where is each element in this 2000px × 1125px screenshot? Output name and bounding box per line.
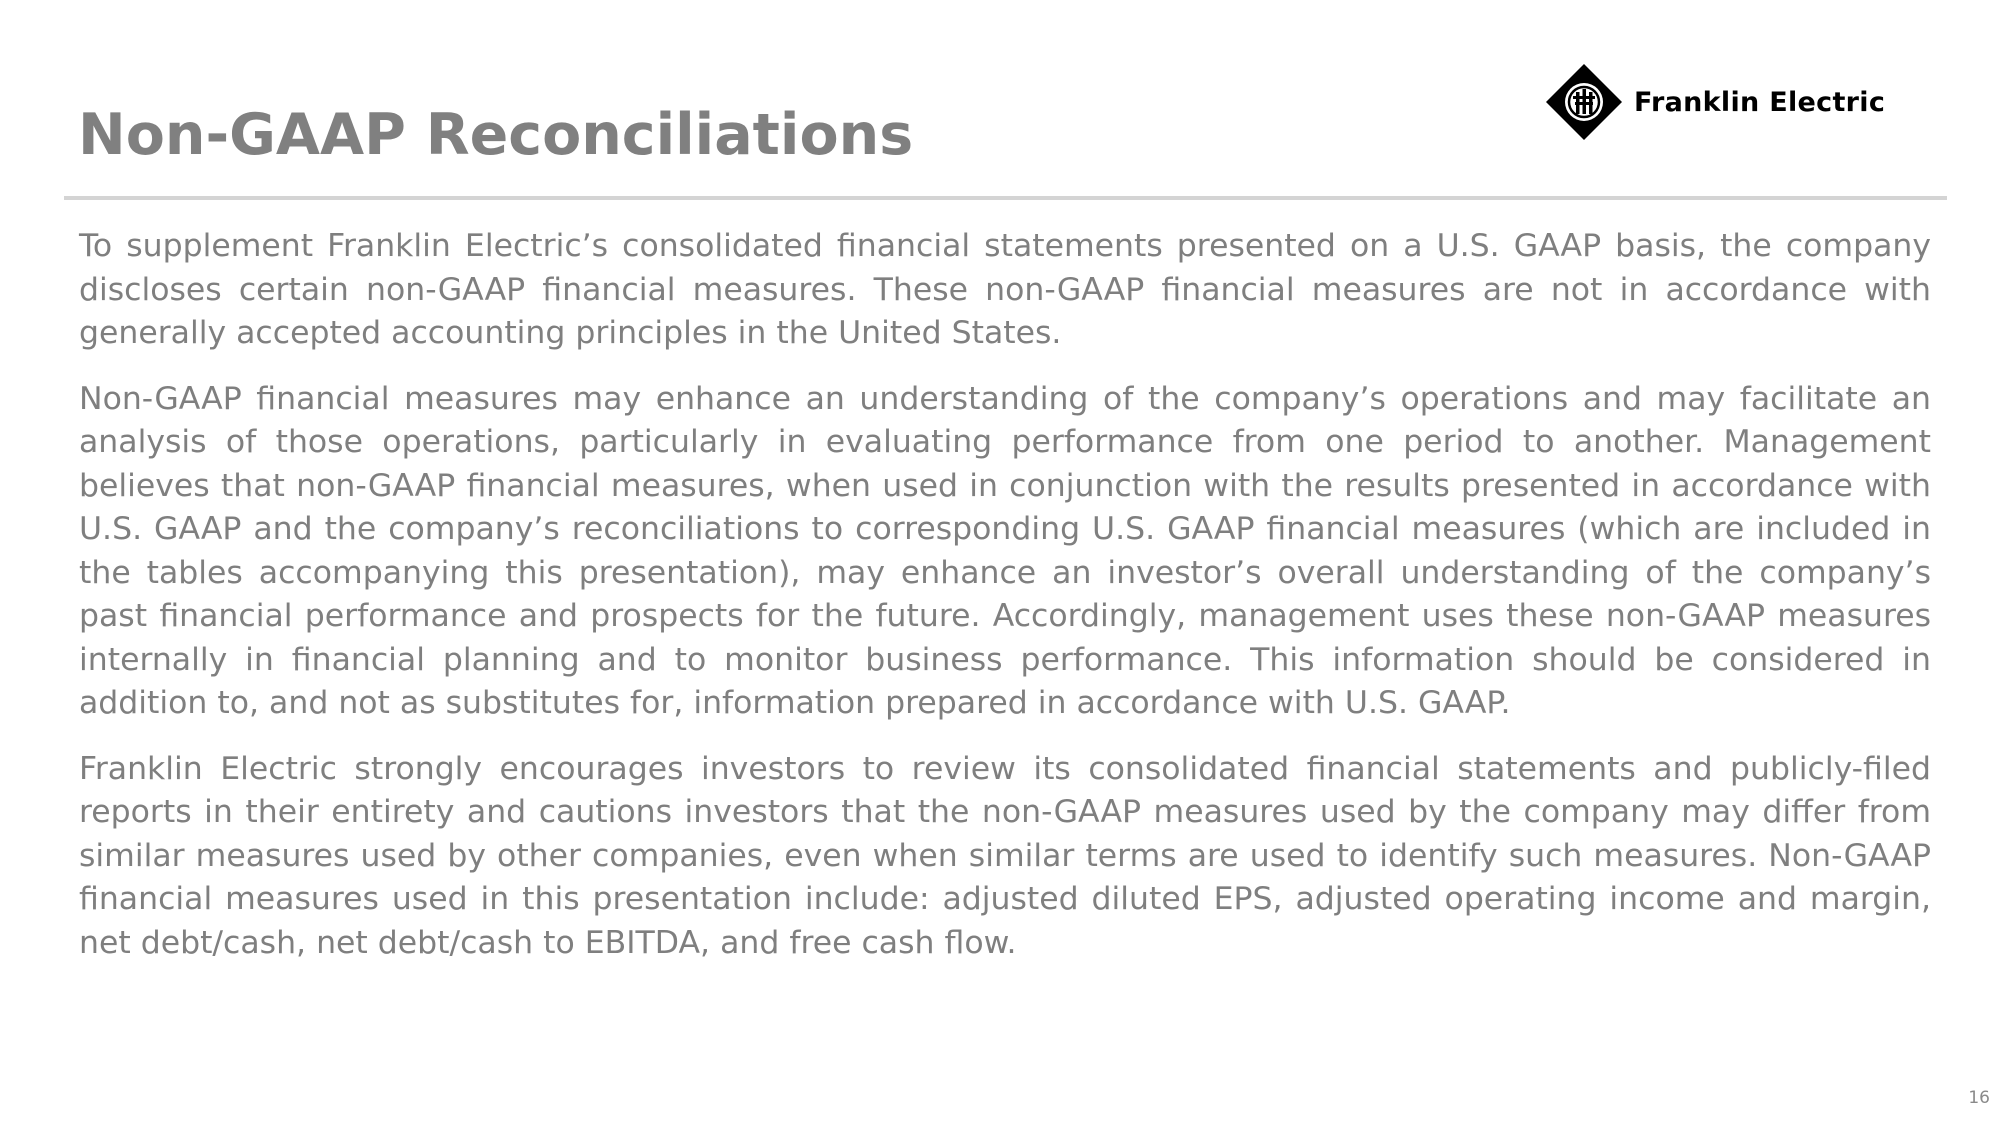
page-number: 16	[1968, 1088, 1990, 1108]
paragraph-rationale: Non-GAAP financial measures may enhance an understanding of the company’s operations and may facilitate an analysis of those operations, particularly in evaluating performance from one period to another. Management believes that non-GAAP financial measures, when used in conjunction with the results presented in accordance with U.S. GAAP and the company’s reconciliations to corresponding U.S. GAAP financial measures (which are included in the tables accompanying this presentation), may enhance an investor’s overall understanding of the company’s past financial performance and prospects for the future. Accordingly, management uses these non-GAAP measures internally in financial planning and to monitor business performance. This information should be considered in addition to, and not as substitutes for, information prepared in accordance with U.S. GAAP.	[79, 380, 1931, 721]
slide-title: Non-GAAP Reconciliations	[78, 102, 914, 168]
body-text	[79, 225, 1931, 987]
logo-wordmark: Franklin Electric	[1634, 86, 1886, 118]
paragraph-intro: To supplement Franklin Electric’s consolidated financial statements presented on a U.S. GAAP basis, the company discloses certain non-GAAP financial measures. These non-GAAP financial measures are not in accordance with generally accepted accounting principles in the United States.	[79, 228, 1931, 351]
franklin-electric-logo	[1544, 62, 1885, 142]
franklin-electric-diamond-icon	[1544, 62, 1624, 142]
title-divider	[64, 196, 1947, 200]
paragraph-caution: Franklin Electric strongly encourages investors to review its consolidated financial statements and publicly-filed reports in their entirety and cautions investors that the non-GAAP measures used by the company may differ from similar measures used by other companies, even when similar terms are used to identify such measures. Non-GAAP financial measures used in this presentation include: adjusted diluted EPS, adjusted operating income and margin, net debt/cash, net debt/cash to EBITDA, and free cash flow.	[79, 750, 1931, 961]
